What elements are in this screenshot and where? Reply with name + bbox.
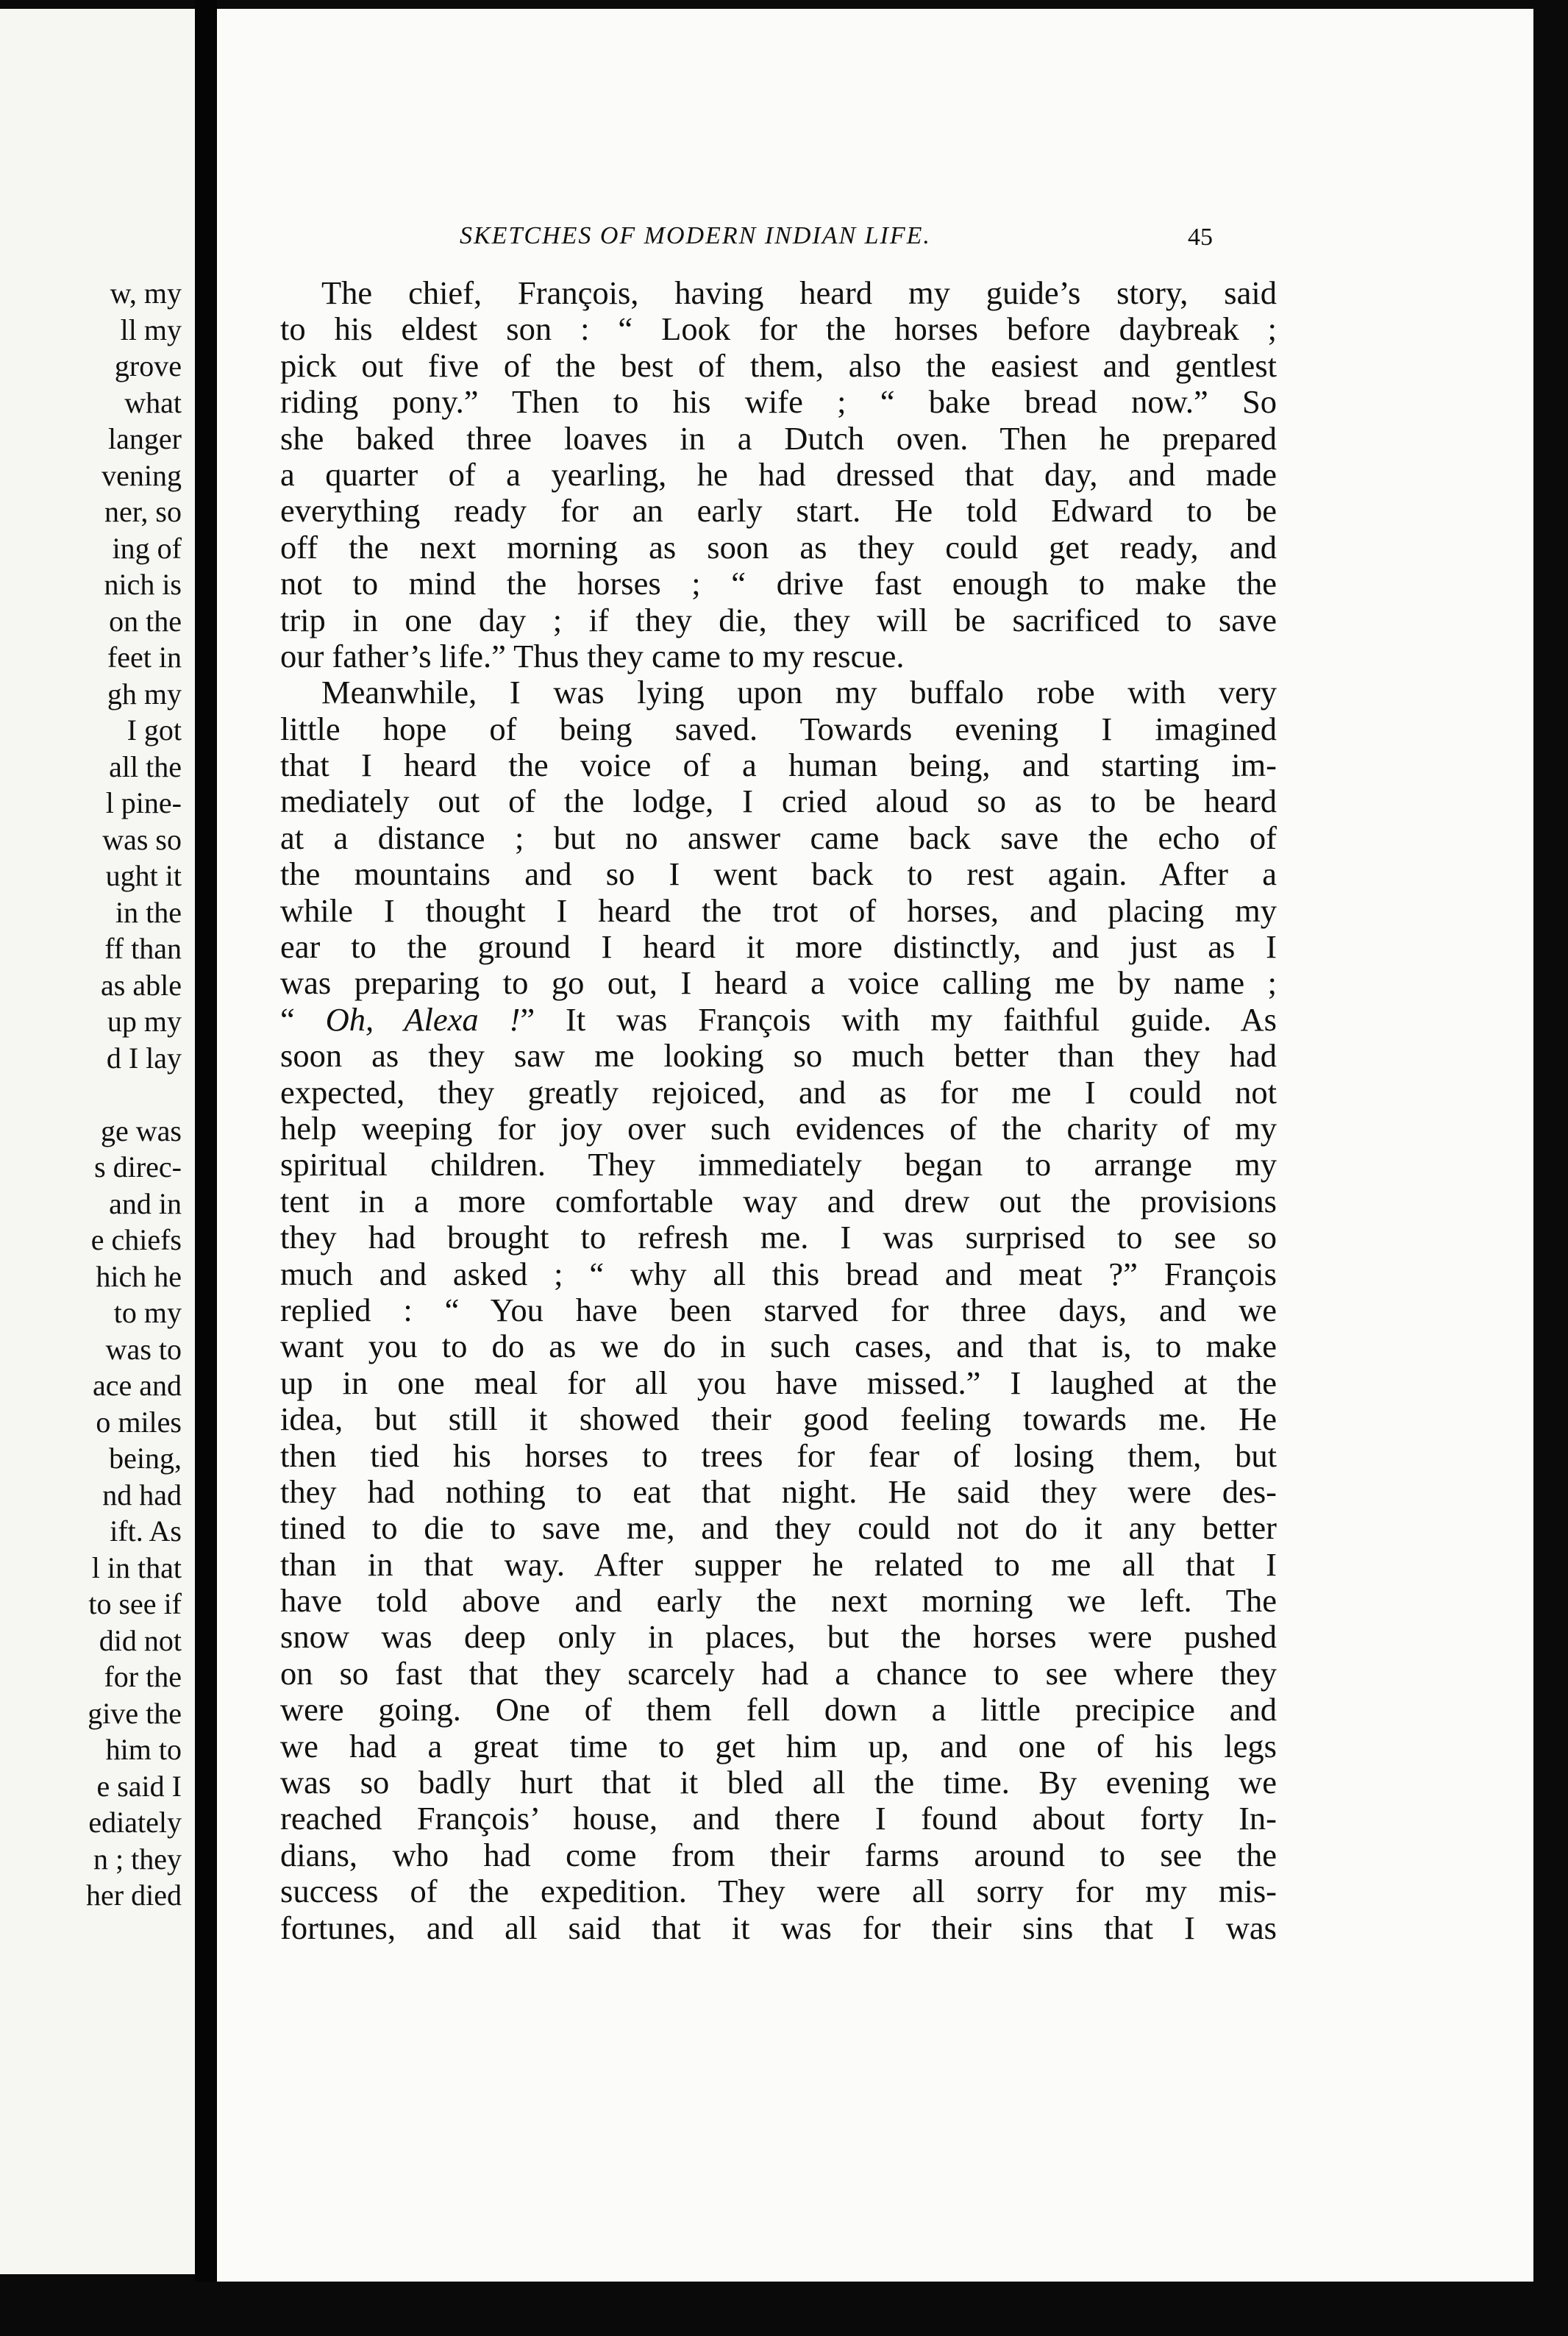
left-page-line: nich is bbox=[104, 568, 182, 601]
body-line: expected, they greatly rejoiced, and as for me I could not bbox=[280, 1073, 1277, 1111]
body-line: not to mind the horses ; “ drive fast enough to make the bbox=[280, 565, 1277, 602]
left-page-line: ll my bbox=[120, 313, 182, 346]
left-page-line: ediately bbox=[88, 1806, 182, 1839]
left-page-line: ace and bbox=[92, 1369, 182, 1402]
left-page-line: and in bbox=[109, 1186, 182, 1220]
body-line: was so badly hurt that it bled all the time. By evening we bbox=[280, 1764, 1277, 1801]
body-line: have told above and early the next morning we left. The bbox=[280, 1582, 1277, 1620]
body-line: snow was deep only in places, but the horses were pushed bbox=[280, 1618, 1277, 1656]
right-page bbox=[217, 9, 1533, 2282]
left-page-line: was to bbox=[105, 1332, 182, 1366]
body-line: that I heard the voice of a human being, and starting im- bbox=[280, 747, 1277, 784]
running-title: SKETCHES OF MODERN INDIAN LIFE. bbox=[460, 222, 931, 249]
left-page-line: grove bbox=[114, 349, 182, 382]
body-line: then tied his horses to trees for fear of losing them, but bbox=[280, 1436, 1277, 1474]
body-line: up in one meal for all you have missed.” I laughed at the bbox=[280, 1364, 1277, 1401]
body-line: help weeping for joy over such evidences of the charity of my bbox=[280, 1109, 1277, 1147]
left-page-line: was so bbox=[102, 822, 182, 856]
body-line: at a distance ; but no answer came back save the echo of bbox=[280, 819, 1277, 856]
left-page-line: s direc- bbox=[94, 1150, 182, 1183]
left-page-line: up my bbox=[107, 1005, 182, 1038]
left-page-line: him to bbox=[105, 1733, 182, 1766]
left-page-line: o miles bbox=[96, 1405, 182, 1439]
left-page-line: gh my bbox=[107, 677, 182, 711]
body-line: want you to do as we do in such cases, and that is, to make bbox=[280, 1328, 1277, 1365]
body-line: replied : “ You have been starved for three days, and we bbox=[280, 1291, 1277, 1328]
left-page-line: l pine- bbox=[105, 786, 182, 819]
left-page-line: being, bbox=[109, 1442, 182, 1475]
body-line: Meanwhile, I was lying upon my buffalo robe with very bbox=[321, 674, 1277, 711]
left-page-line: what bbox=[124, 385, 182, 419]
body-line: a quarter of a yearling, he had dressed that day, and made bbox=[280, 455, 1277, 493]
left-page-line: feet in bbox=[107, 641, 182, 674]
book-gutter bbox=[195, 0, 217, 2336]
left-page-line: n ; they bbox=[93, 1842, 182, 1876]
body-line: little hope of being saved. Towards evening I imagined bbox=[280, 710, 1277, 747]
body-line: much and asked ; “ why all this bread and meat ?” François bbox=[280, 1255, 1277, 1292]
left-page-line: vening bbox=[101, 458, 182, 492]
left-page-line: e said I bbox=[96, 1769, 182, 1803]
left-page-line: on the bbox=[109, 604, 182, 638]
left-page-line: w, my bbox=[110, 277, 182, 310]
body-line: ear to the ground I heard it more distinctly, and just as I bbox=[280, 928, 1277, 966]
body-line: they had nothing to eat that night. He said they were des- bbox=[280, 1473, 1277, 1510]
left-page-line: did not bbox=[99, 1623, 182, 1657]
body-line: tent in a more comfortable way and drew out the provisions bbox=[280, 1182, 1277, 1219]
body-line: on so fast that they scarcely had a chance to see where they bbox=[280, 1654, 1277, 1692]
left-page-line: langer bbox=[108, 422, 182, 455]
left-page-line: ner, so bbox=[104, 495, 182, 528]
left-page-line: in the bbox=[115, 895, 182, 929]
body-line: soon as they saw me looking so much better than they had bbox=[280, 1037, 1277, 1075]
body-line: than in that way. After supper he related to me all that I bbox=[280, 1545, 1277, 1583]
left-page-line: to see if bbox=[88, 1587, 182, 1620]
body-line: were going. One of them fell down a little precipice and bbox=[280, 1691, 1277, 1728]
body-line: tined to die to save me, and they could not do it any better bbox=[280, 1509, 1277, 1547]
left-page-text bbox=[0, 275, 182, 1914]
italic-exclamation: Oh, Alexa ! bbox=[325, 1000, 521, 1038]
left-facing-page bbox=[0, 9, 195, 2274]
left-page-line: ing of bbox=[112, 531, 182, 565]
body-line: to his eldest son : “ Look for the horses before daybreak ; bbox=[280, 310, 1277, 348]
body-line: the mountains and so I went back to rest again. After a bbox=[280, 855, 1277, 893]
body-line: fortunes, and all said that it was for their sins that I was bbox=[280, 1909, 1277, 1946]
left-page-line: ught it bbox=[105, 859, 182, 892]
body-line: everything ready for an early start. He told Edward to be bbox=[280, 492, 1277, 530]
left-page-line: as able bbox=[101, 968, 182, 1002]
left-page-line: all the bbox=[109, 749, 182, 783]
body-line: pick out five of the best of them, also the easiest and gentlest bbox=[280, 346, 1277, 384]
page-number: 45 bbox=[1188, 224, 1213, 251]
left-page-line: ff than bbox=[104, 932, 182, 965]
body-line: trip in one day ; if they die, they will be sacrificed to save bbox=[280, 601, 1277, 638]
body-line: success of the expedition. They were all sorry for my mis- bbox=[280, 1873, 1277, 1910]
left-page-line: l in that bbox=[91, 1550, 182, 1584]
left-page-line: give the bbox=[88, 1696, 182, 1730]
body-line: spiritual children. They immediately began to arrange my bbox=[280, 1146, 1277, 1183]
left-page-line: e chiefs bbox=[90, 1223, 182, 1256]
body-line: they had brought to refresh me. I was surprised to see so bbox=[280, 1219, 1277, 1256]
left-page-line: for the bbox=[104, 1660, 182, 1693]
body-line: “ Oh, Alexa !” It was François with my faithful guide. As bbox=[280, 1000, 1277, 1038]
left-page-line: ge was bbox=[101, 1114, 182, 1147]
body-line: while I thought I heard the trot of horses, and placing my bbox=[280, 891, 1277, 929]
left-page-line: d I lay bbox=[106, 1041, 182, 1075]
body-line: mediately out of the lodge, I cried aloud so as to be heard bbox=[280, 783, 1277, 820]
body-text bbox=[280, 275, 1277, 1946]
body-line: idea, but still it showed their good feeling towards me. He bbox=[280, 1400, 1277, 1438]
left-page-line: I got bbox=[126, 713, 182, 747]
body-line: we had a great time to get him up, and one of his legs bbox=[280, 1727, 1277, 1765]
scan-bottom-edge bbox=[0, 2282, 1568, 2336]
body-line: dians, who had come from their farms around to see the bbox=[280, 1836, 1277, 1873]
body-line: our father’s life.” Thus they came to my rescue. bbox=[280, 637, 905, 674]
left-page-line: to my bbox=[113, 1296, 182, 1329]
body-line: The chief, François, having heard my guide’s story, said bbox=[321, 274, 1277, 311]
left-page-line bbox=[0, 1076, 182, 1113]
body-line: off the next morning as soon as they could get ready, and bbox=[280, 528, 1277, 566]
left-page-line: ift. As bbox=[110, 1514, 182, 1548]
body-line: riding pony.” Then to his wife ; “ bake bread now.” So bbox=[280, 383, 1277, 421]
left-page-line: her died bbox=[86, 1879, 182, 1912]
left-page-line: nd had bbox=[102, 1478, 182, 1511]
body-line: reached François’ house, and there I found about forty In- bbox=[280, 1800, 1277, 1837]
body-line: she baked three loaves in a Dutch oven. Then he prepared bbox=[280, 419, 1277, 457]
left-page-line: hich he bbox=[96, 1259, 182, 1293]
body-line: was preparing to go out, I heard a voice calling me by name ; bbox=[280, 964, 1277, 1002]
